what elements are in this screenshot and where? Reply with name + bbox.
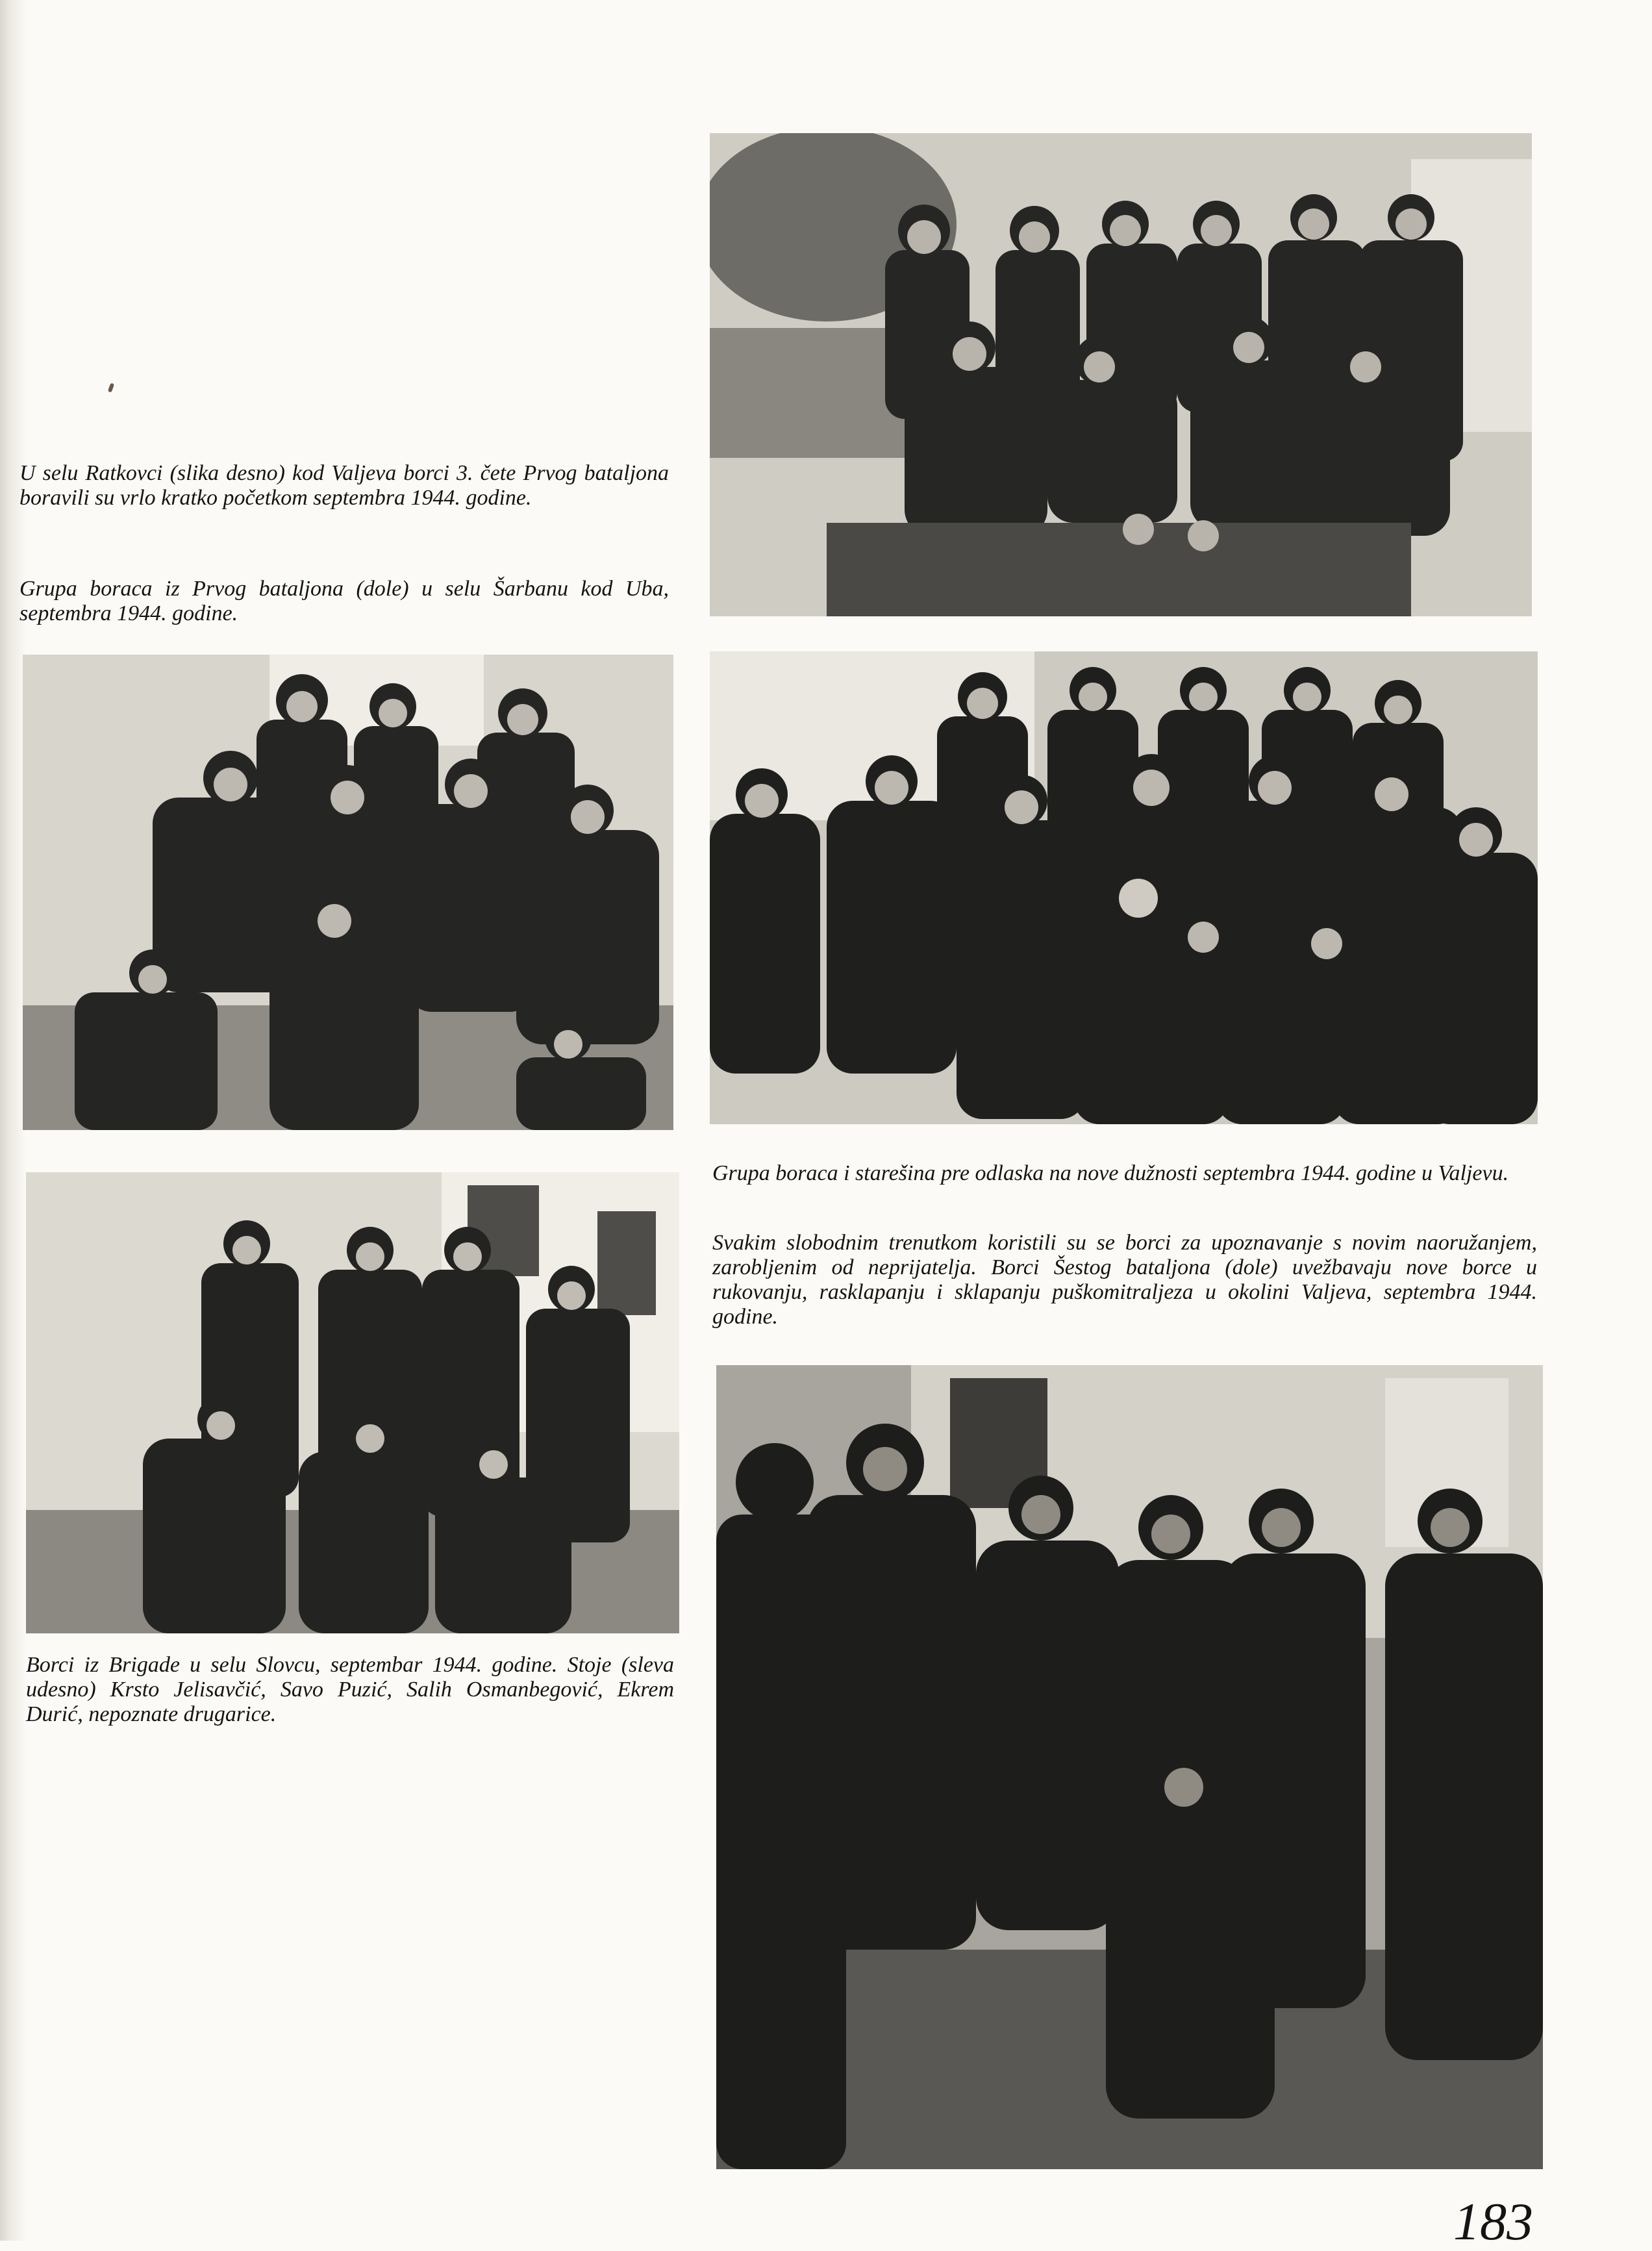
photo-slovac [26,1172,679,1633]
caption-slovac: Borci iz Brigade u selu Slovcu, septembar 1944. godine. Stoje (sleva udesno) Krsto Jelisavčić, Savo Puzić, Salih Osmanbegović, Ekrem Durić, nepoznate drugarice. [26,1653,674,1726]
caption-ratkovci-line2: bataljona boravili su vrlo kratko početkom septembra 1944. godine. [19,461,670,510]
page-number: 183 [1453,2192,1533,2251]
photo-naoruzanje [716,1365,1543,2169]
caption-ratkovci [19,461,669,510]
paper-speck [108,383,114,392]
book-spine-shadow [0,0,26,2241]
caption-ratkovci-line1: U selu Ratkovci (slika desno) kod Valjeva borci 3. čete Prvog [19,461,577,485]
photo-sarbane [23,655,673,1130]
caption-sarbane: Grupa boraca iz Prvog bataljona (dole) u selu Šarbanu kod Uba, septembra 1944. godine. [19,577,669,625]
caption-staresine: Grupa boraca i starešina pre odlaska na nove dužnosti septembra 1944. godine u Valjevu. [712,1161,1509,1185]
caption-naoruzanje: Svakim slobodnim trenutkom koristili su se borci za upoznavanje s novim naoružanjem, zarobljenim od neprijatelja. Borci Šestog bataljona (dole) uvežbavaju nove borce u rukovanju, rasklapanju i sklapanju puškomitraljeza u okolini Valjeva, septembra 1944. godine. [712,1231,1537,1329]
photo-staresine [710,651,1538,1124]
photo-ratkovci [710,133,1532,616]
